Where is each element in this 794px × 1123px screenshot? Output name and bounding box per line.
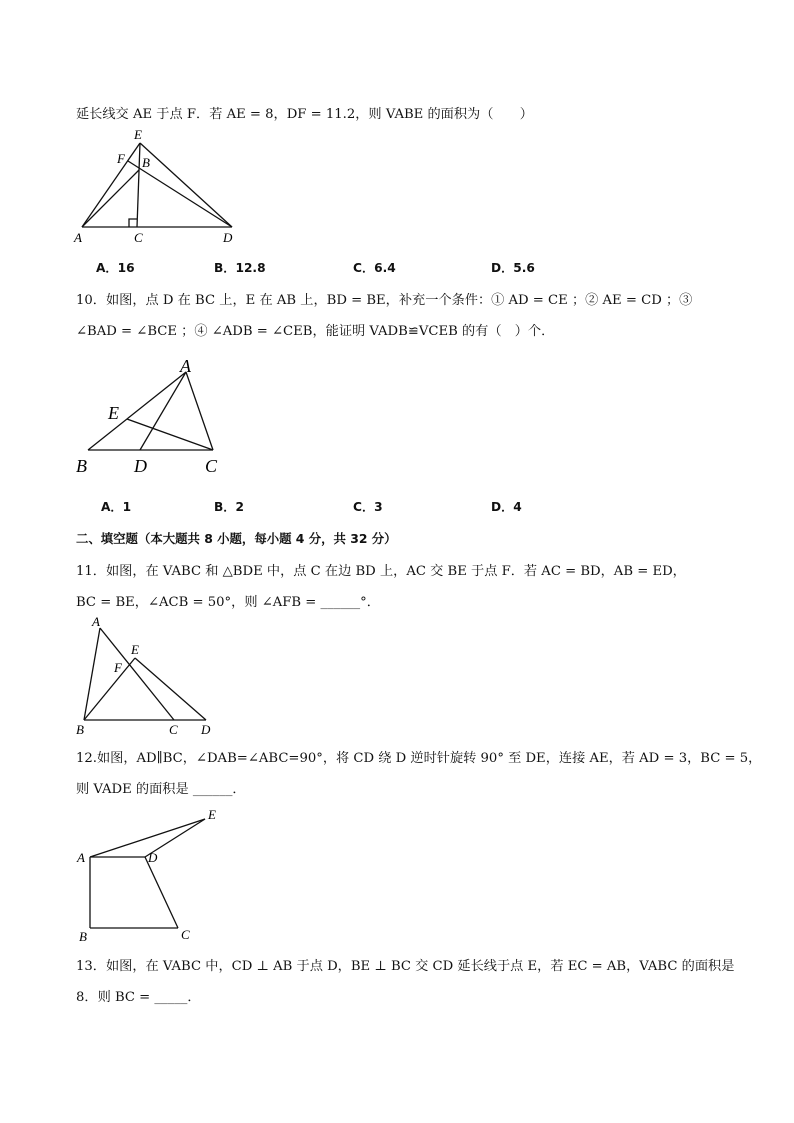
q10-label-C: C	[205, 456, 218, 476]
q10-line2: ∠BAD = ∠BCE ；④ ∠ADB = ∠CEB，能证明 VADB≌VCEB 的有（ ）个．	[76, 324, 555, 339]
q13-line1: 13．如图，在 VABC 中，CD ⊥ AB 于点 D，BE ⊥ BC 交 CD 延长线于点 E，若 EC = AB，VABC 的面积是	[76, 959, 735, 974]
q10-label-E: E	[108, 403, 119, 423]
q10-label-D: D	[134, 456, 147, 476]
q10-line-AC	[186, 372, 213, 450]
q9-text: 延长线交 AE 于点 F．若 AE = 8，DF = 11.2，则 VABE 的面积为（ ）	[76, 107, 533, 122]
q11-line2: BC = BE，∠ACB = 50°，则 ∠AFB = ______°．	[76, 595, 380, 610]
q12-figure	[72, 805, 232, 945]
q13-line2: 8．则 BC = _____．	[76, 990, 201, 1005]
q9-line-DF	[128, 161, 232, 227]
q11-label-B: B	[76, 722, 84, 737]
q12-label-B: B	[79, 929, 87, 944]
q11-label-A: A	[92, 614, 100, 629]
q12-line1: 12.如图，AD∥BC，∠DAB=∠ABC=90°，将 CD 绕 D 逆时针旋转 90° 至 DE，连接 AE，若 AD = 3，BC = 5，	[76, 751, 762, 766]
q10-line-EC	[127, 419, 213, 450]
q9-line-AE	[82, 143, 140, 227]
q11-label-C: C	[169, 722, 178, 737]
q10-choice-a[interactable]: A．1	[101, 500, 132, 514]
q10-choice-d[interactable]: D．4	[491, 500, 522, 514]
q9-line-ED	[140, 143, 232, 227]
q11-line-ED	[135, 658, 206, 720]
q10-label-A: A	[180, 356, 191, 376]
q9-label-C: C	[134, 230, 143, 245]
q9-choice-b[interactable]: B．12.8	[214, 261, 266, 275]
q12-label-C: C	[181, 927, 190, 942]
q9-label-A: A	[74, 230, 82, 245]
q10-label-B: B	[76, 456, 87, 476]
q9-right-angle-mark	[129, 219, 137, 227]
q12-label-A: A	[77, 850, 85, 865]
q10-line-BA	[88, 372, 186, 450]
q9-label-E: E	[134, 127, 142, 142]
q9-label-F: F	[117, 151, 125, 166]
q10-line1: 10．如图，点 D 在 BC 上，E 在 AB 上，BD = BE，补充一个条件：① AD = CE ；② AE = CD ；③	[76, 293, 693, 308]
q9-label-B: B	[142, 155, 150, 170]
q11-line1: 11．如图，在 VABC 和 △BDE 中，点 C 在边 BD 上，AC 交 BE 于点 F．若 AC = BD，AB = ED，	[76, 564, 686, 579]
q12-label-D: D	[148, 850, 158, 865]
q11-figure	[72, 614, 222, 738]
q10-choice-c[interactable]: C．3	[353, 500, 383, 514]
q11-line-BA	[84, 628, 100, 720]
q12-line-DC	[145, 857, 178, 928]
q10-choice-b[interactable]: B．2	[214, 500, 244, 514]
q11-label-F: F	[114, 660, 122, 675]
q10-figure	[70, 352, 230, 480]
section-heading-fill-in: 二、填空题（本大题共 8 小题，每小题 4 分，共 32 分）	[76, 531, 397, 546]
q12-label-E: E	[208, 807, 216, 822]
q9-figure	[70, 125, 245, 247]
q11-line-BE	[84, 658, 135, 720]
q11-label-E: E	[131, 642, 139, 657]
q9-choice-d[interactable]: D．5.6	[491, 261, 535, 275]
q9-line-EC	[137, 143, 140, 227]
q11-label-D: D	[201, 722, 211, 737]
q9-choice-c[interactable]: C．6.4	[353, 261, 396, 275]
q12-line2: 则 VADE 的面积是 ______．	[76, 782, 246, 797]
q9-label-D: D	[223, 230, 233, 245]
q9-choice-a[interactable]: A．16	[96, 261, 135, 275]
